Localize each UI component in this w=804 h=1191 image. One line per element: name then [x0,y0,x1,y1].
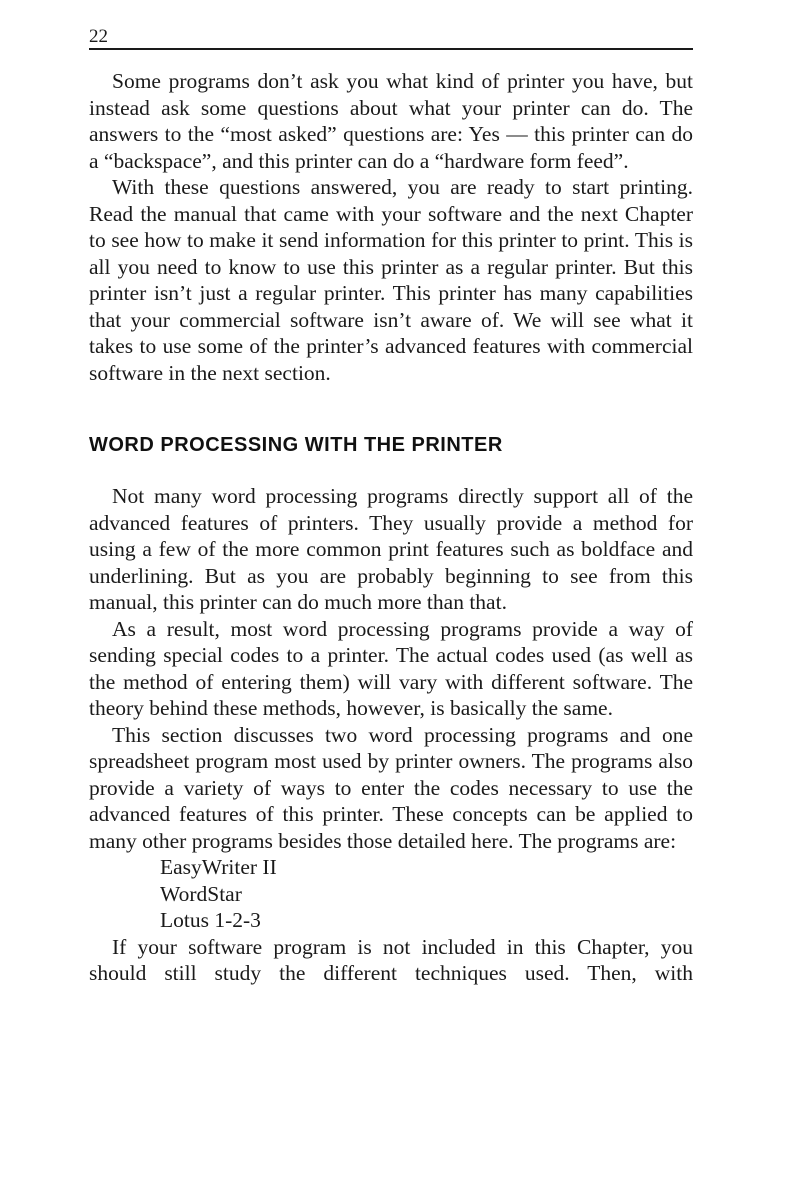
intro-paragraph: With these questions answered, you are ready to start printing. Read the manual that came with your software and the next Chapter to see how to make it send information for this printer to print. This is all you need to know to use this printer as a regular printer. But this printer isn’t just a regular printer. This printer has many capabilities that your commercial software isn’t aware of. We will see what it takes to use some of the printer’s advanced features with commercial software in the next section. [89,175,693,385]
section-paragraph: This section discusses two word processing programs and one spreadsheet program most used by printer owners. The programs also provide a variety of ways to enter the codes necessary to use the advanced features of this printer. These concepts can be applied to many other programs besides those detailed here. The programs are: [89,722,693,853]
section-paragraph: Not many word processing programs directly support all of the advanced features of printers. They usually provide a method for using a few of the more common print features such as boldface and underlining. But as you are probably beginning to see from this manual, this printer can do much more than that. [89,484,693,614]
program-item: EasyWriter II [160,855,277,879]
page-number: 22 [89,26,108,47]
section-paragraph: As a result, most word processing programs provide a way of sending special codes to a printer. The actual codes used (as well as the method of entering them) will vary with different software. The theory behind these methods, however, is basically the same. [89,616,693,720]
section-heading: WORD PROCESSING WITH THE PRINTER [89,434,503,456]
page-header [89,26,693,50]
program-item: Lotus 1-2-3 [160,908,261,932]
program-item: WordStar [160,881,242,906]
intro-paragraph: Some programs don’t ask you what kind of printer you have, but instead ask some questions about what your printer can do. The answers to the “most asked” questions are: Yes — this printer can do a “backspace”, and this printer can do a “hardware form feed”. [89,69,693,173]
program-list [89,854,693,934]
page-body [89,68,693,987]
closing-paragraph: If your software program is not included in this Chapter, you should still study the different techniques used. Then, with [89,934,693,985]
header-rule [89,48,693,50]
